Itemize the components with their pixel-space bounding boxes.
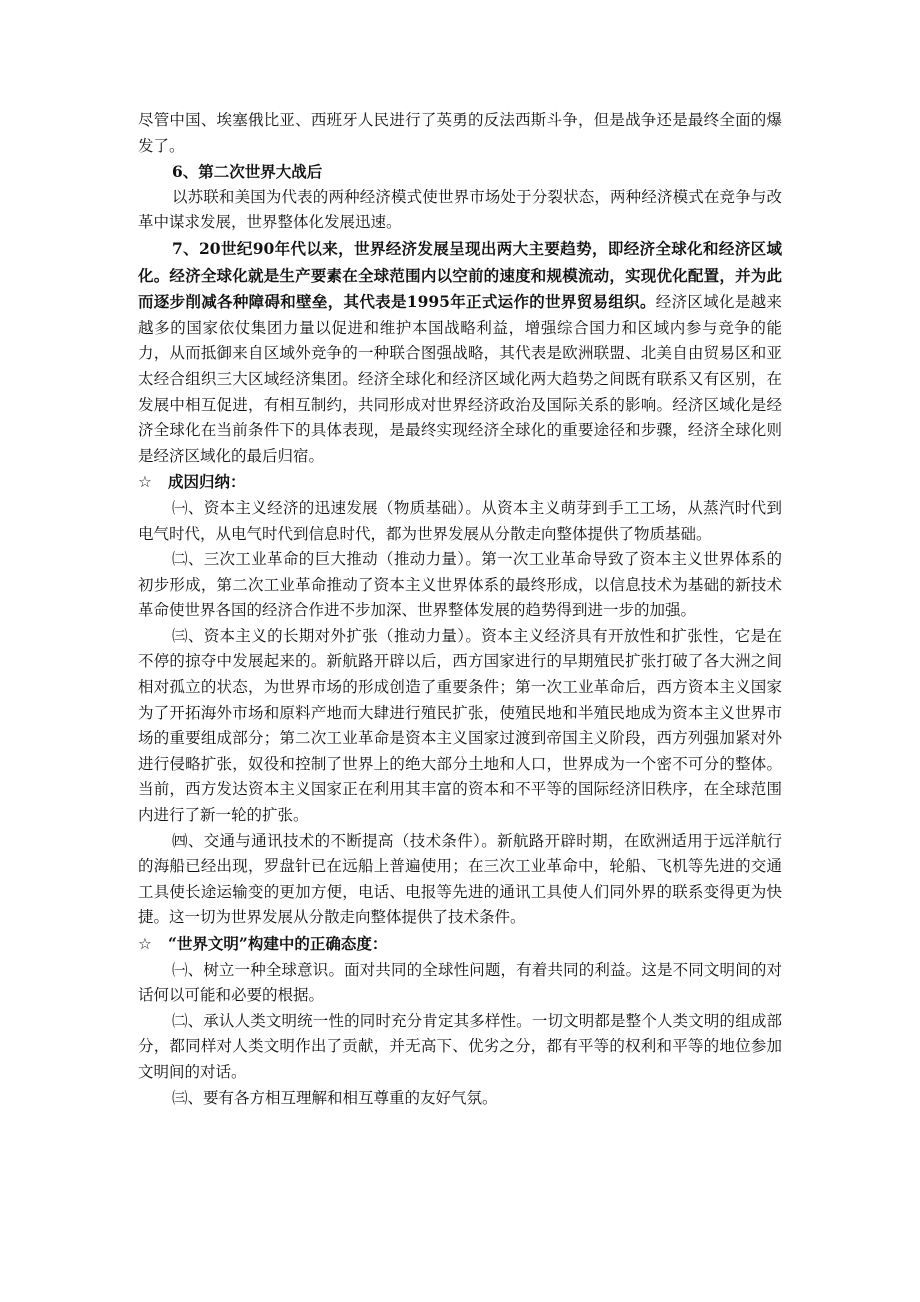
paragraph-war-outbreak: 尽管中国、埃塞俄比亚、西班牙人民进行了英勇的反法西斯斗争，但是战争还是最终全面的爆发了。 <box>138 111 782 155</box>
regionalization-text: 经济区域化是越来越多的国家依仗集团力量以促进和维护本国战略利益，增强综合国力和区域内参与竞争的能力，从而抵御来自区域外竞争的一种联合图强战略，其代表是欧洲联盟、北美自由贸易区和亚太经合组织三大区域经济集团。经济全球化和经济区域化两大趋势之间既有联系又有区别，在发展中相互促进，有相互制约，共同形成对世界经济政治及国际关系的影响。经济区域化是经济全球化在当前条件下的具体表现，是最终实现经济全球化的重要途径和步骤，经济全球化则是经济区域化的最后归宿。 <box>138 293 782 465</box>
cause-item-3: ㈢、资本主义的长期对外扩张（推动力量）。资本主义经济具有开放性和扩张性，它是在不停的掠夺中发展起来的。新航路开辟以后，西方国家进行的早期殖民扩张打破了各大洲之间相对孤立的状态，为世界市场的形成创造了重要条件；第一次工业革命后，西方资本主义国家为了开拓海外市场和原料产地而大肆进行殖民扩张，使殖民地和半殖民地成为资本主义世界市场的重要组成部分；第二次工业革命是资本主义国家过渡到帝国主义阶段，西方列强加紧对外进行侵略扩张，奴役和控制了世界上的绝大部分土地和人口，世界成为一个密不可分的整体。当前，西方发达资本主义国家正在利用其丰富的资本和不平等的国际经济旧秩序，在全球范围内进行了新一轮的扩张。 <box>138 626 782 825</box>
heading-attitude <box>138 931 782 958</box>
attitude-item-3: ㈢、要有各方相互理解和相互尊重的友好气氛。 <box>172 1088 498 1107</box>
star-icon: ☆ <box>138 935 152 953</box>
globalization-bold-lead: 7、20世纪90年代以来，世界经济发展呈现出两大主要趋势，即经济全球化和经济区域化。经济全球化就是生产要素在全球范围内以空前的速度和规模流动，实现优化配置，并为此而逐步削减各种障碍和壁垒，其代表是1995年正式运作的世界贸易组织。 <box>138 238 782 312</box>
heading-causes <box>138 469 782 496</box>
cause-item-2: ㈡、三次工业革命的巨大推动（推动力量）。第一次工业革命导致了资本主义世界体系的初步形成，第二次工业革命推动了资本主义世界体系的最终形成，以信息技术为基础的新技术革命使世界各国的经济合作进不步加深、世界整体发展的趋势得到进一步的加强。 <box>138 550 782 620</box>
star-icon: ☆ <box>138 473 152 492</box>
attitude-item-1: ㈠、树立一种全球意识。面对共同的全球性问题，有着共同的利益。这是不同文明间的对话何以可能和必要的根据。 <box>138 960 782 1005</box>
paragraph-two-models: 以苏联和美国为代表的两种经济模式使世界市场处于分裂状态，两种经济模式在竞争与改革中谋求发展，世界整体化发展迅速。 <box>138 187 782 232</box>
attitude-item-2: ㈡、承认人类文明统一性的同时充分肯定其多样性。一切文明都是整个人类文明的组成部分，都同样对人类文明作出了贡献，并无高下、优劣之分，都有平等的权利和平等的地位参加文明间的对话。 <box>138 1011 782 1081</box>
heading-post-ww2: 6、第二次世界大战后 <box>172 162 323 182</box>
heading-causes-title: 成因归纳： <box>168 472 246 492</box>
heading-attitude-title: “世界文明”构建中的正确态度： <box>168 934 388 953</box>
paragraph-globalization <box>138 236 782 469</box>
cause-item-4: ㈣、交通与通讯技术的不断提高（技术条件）。新航路开辟时期，在欧洲适用于远洋航行的海船已经出现，罗盘针已在远船上普遍使用；在三次工业革命中，轮船、飞机等先进的交通工具使长途运输变的更加方便，电话、电报等先进的通讯工具使人们同外界的联系变得更为快捷。这一切为世界发展从分散走向整体提供了技术条件。 <box>138 831 782 927</box>
cause-item-1: ㈠、资本主义经济的迅速发展（物质基础）。从资本主义萌芽到手工工场，从蒸汽时代到电气时代，从电气时代到信息时代，都为世界发展从分散走向整体提供了物质基础。 <box>138 498 782 543</box>
